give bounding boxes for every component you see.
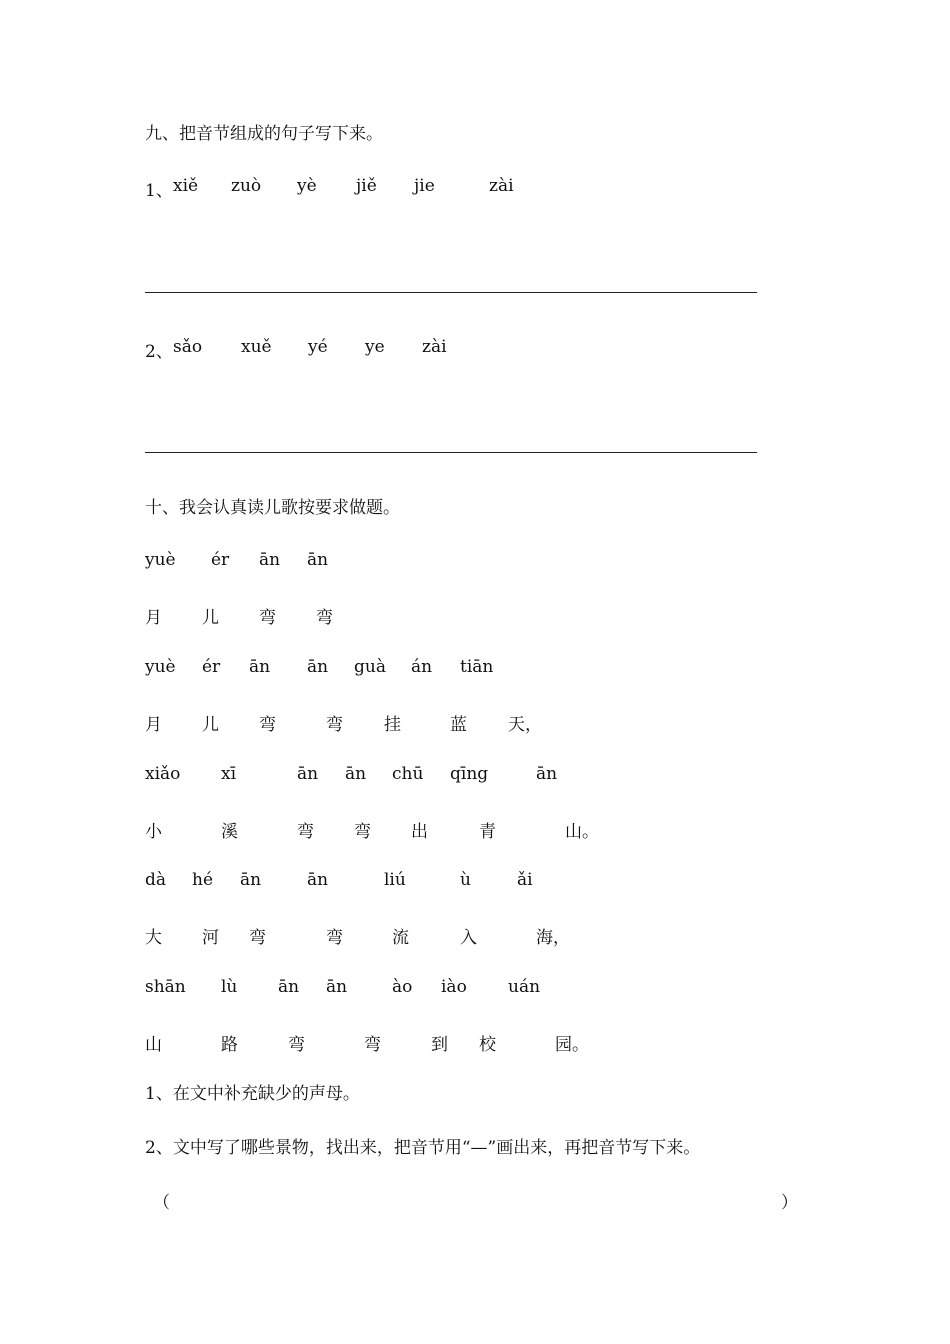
q9-s1-prefix: 1、 <box>145 181 173 201</box>
pinyin-syllable: hé <box>192 870 214 890</box>
q9-s2-prefix: 2、 <box>145 342 173 362</box>
poem-char: 弯 <box>354 822 371 842</box>
answer-line-2[interactable] <box>145 452 757 453</box>
pinyin-syllable: chū <box>392 764 424 784</box>
poem-char: 儿 <box>202 608 219 628</box>
poem-text-row-1 <box>145 603 805 627</box>
poem-char: 天， <box>508 715 542 735</box>
pinyin-syllable: ér <box>202 657 221 677</box>
poem-char: 青 <box>479 822 496 842</box>
poem-char: 校 <box>479 1035 496 1055</box>
poem-char: 海， <box>536 928 570 948</box>
poem-char: 挂 <box>384 715 401 735</box>
poem-char: 大 <box>145 928 162 948</box>
q10-heading: 十、我会认真读儿歌按要求做题。 <box>145 498 400 518</box>
q9-sentence-2 <box>145 337 805 361</box>
poem-char: 月 <box>145 608 162 628</box>
q9-s1-syllable: jie <box>414 176 435 196</box>
poem-char: 弯 <box>364 1035 381 1055</box>
q9-heading: 九、把音节组成的句子写下来。 <box>145 124 383 144</box>
poem-text-row-3 <box>145 817 805 841</box>
q9-s2-syllable: yé <box>308 337 328 357</box>
q9-s1-syllable: zài <box>489 176 514 196</box>
pinyin-syllable: ān <box>240 870 262 890</box>
answer-parentheses[interactable] <box>145 1188 805 1212</box>
q9-s1-syllable: yè <box>297 176 317 196</box>
pinyin-syllable: xī <box>221 764 237 784</box>
task-1: 1、在文中补充缺少的声母。 <box>145 1084 360 1104</box>
task-2: 2、文中写了哪些景物，找出来，把音节用“—”画出来，再把音节写下来。 <box>145 1138 701 1158</box>
pinyin-syllable: ān <box>536 764 558 784</box>
poem-char: 山 <box>145 1035 162 1055</box>
poem-char: 到 <box>431 1035 448 1055</box>
pinyin-syllable: ān <box>278 977 300 997</box>
poem-text-row-4 <box>145 923 805 947</box>
pinyin-syllable: ān <box>307 550 329 570</box>
pinyin-syllable: ān <box>307 870 329 890</box>
poem-pinyin-row-3 <box>145 764 805 788</box>
poem-char: 儿 <box>202 715 219 735</box>
pinyin-syllable: uán <box>508 977 541 997</box>
answer-line-1[interactable] <box>145 292 757 293</box>
poem-char: 路 <box>221 1035 238 1055</box>
pinyin-syllable: ān <box>307 657 329 677</box>
poem-char: 弯 <box>259 715 276 735</box>
pinyin-syllable: tiān <box>460 657 494 677</box>
pinyin-syllable: lù <box>221 977 238 997</box>
pinyin-syllable: ān <box>249 657 271 677</box>
q9-s2-syllable: xuě <box>241 337 272 357</box>
pinyin-syllable: yuè <box>145 657 176 677</box>
poem-pinyin-row-4 <box>145 870 805 894</box>
poem-pinyin-row-2 <box>145 657 805 681</box>
pinyin-syllable: ù <box>460 870 471 890</box>
poem-char: 河 <box>202 928 219 948</box>
poem-char: 园。 <box>555 1035 589 1055</box>
pinyin-syllable: ān <box>297 764 319 784</box>
poem-char: 山。 <box>565 822 599 842</box>
q9-s1-syllable: xiě <box>173 176 199 196</box>
pinyin-syllable: shān <box>145 977 186 997</box>
q9-s1-syllable: zuò <box>231 176 262 196</box>
q9-s2-syllable: zài <box>422 337 447 357</box>
poem-char: 弯 <box>326 928 343 948</box>
close-paren: ） <box>781 1193 798 1213</box>
poem-char: 溪 <box>221 822 238 842</box>
poem-pinyin-row-1 <box>145 550 805 574</box>
poem-char: 流 <box>392 928 409 948</box>
poem-char: 弯 <box>249 928 266 948</box>
q9-s1-syllable: jiě <box>356 176 377 196</box>
pinyin-syllable: ān <box>326 977 348 997</box>
poem-char: 弯 <box>288 1035 305 1055</box>
poem-char: 小 <box>145 822 162 842</box>
poem-char: 月 <box>145 715 162 735</box>
open-paren: （ <box>153 1193 170 1213</box>
poem-pinyin-row-5 <box>145 977 805 1001</box>
poem-char: 弯 <box>316 608 333 628</box>
pinyin-syllable: án <box>411 657 433 677</box>
poem-char: 弯 <box>297 822 314 842</box>
pinyin-syllable: qīng <box>450 764 489 784</box>
pinyin-syllable: ào <box>392 977 413 997</box>
poem-char: 出 <box>411 822 428 842</box>
pinyin-syllable: iào <box>441 977 467 997</box>
poem-char: 弯 <box>326 715 343 735</box>
poem-char: 入 <box>460 928 477 948</box>
pinyin-syllable: ǎi <box>517 870 533 890</box>
q9-s2-syllable: ye <box>365 337 385 357</box>
pinyin-syllable: yuè <box>145 550 176 570</box>
pinyin-syllable: dà <box>145 870 167 890</box>
pinyin-syllable: liú <box>384 870 406 890</box>
q9-sentence-1 <box>145 176 805 200</box>
pinyin-syllable: xiǎo <box>145 764 181 784</box>
poem-char: 蓝 <box>450 715 467 735</box>
pinyin-syllable: ān <box>345 764 367 784</box>
pinyin-syllable: guà <box>354 657 386 677</box>
poem-text-row-2 <box>145 710 805 734</box>
poem-char: 弯 <box>259 608 276 628</box>
poem-text-row-5 <box>145 1030 805 1054</box>
pinyin-syllable: ān <box>259 550 281 570</box>
q9-s2-syllable: sǎo <box>173 337 203 357</box>
pinyin-syllable: ér <box>211 550 230 570</box>
